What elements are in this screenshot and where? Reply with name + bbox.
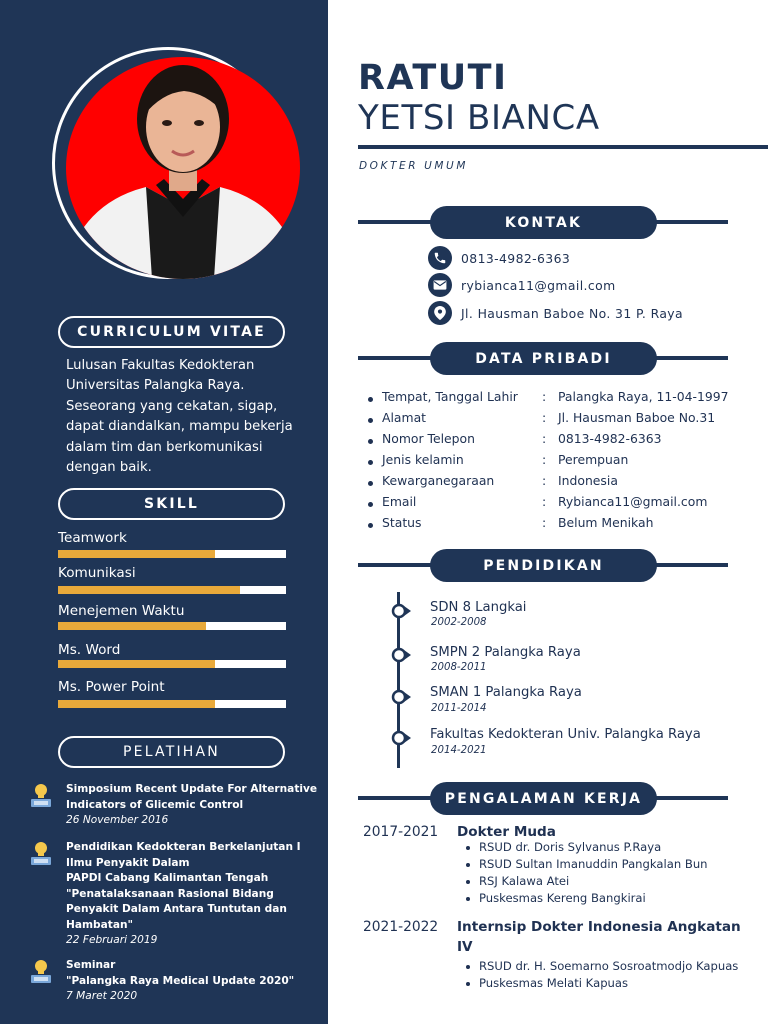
list-item: RSJ Kalawa Atei [466, 873, 708, 890]
lightbulb-icon [30, 840, 52, 866]
training-title: Simposium Recent Update For Alternative Indicators of Glicemic Control [66, 783, 318, 811]
data-value: Belum Menikah [558, 515, 654, 530]
job-places-list [466, 958, 738, 992]
title-divider [358, 145, 768, 149]
role-title: DOKTER UMUM [359, 160, 469, 172]
skill-bar-komunikasi [58, 586, 286, 594]
profile-photo [66, 57, 300, 279]
data-key: Nomor Telepon [382, 431, 475, 446]
education-heading: PENDIDIKAN [430, 549, 657, 582]
education-school: SDN 8 Langkai [430, 600, 527, 615]
skill-bar-manajemen-waktu [58, 622, 286, 630]
experience-heading: PENGALAMAN KERJA [430, 782, 657, 815]
skill-bar-ms-power-point [58, 700, 286, 708]
contact-email [428, 273, 616, 297]
job-title: Internsip Dokter Indonesia Angkatan IV [457, 919, 741, 955]
lightbulb-icon [30, 958, 52, 984]
location-pin-icon [428, 301, 452, 325]
data-key: Alamat [382, 410, 427, 425]
data-key: Kewarganegaraan [382, 473, 495, 488]
education-years: 2002-2008 [431, 617, 487, 628]
personal-heading: DATA PRIBADI [430, 342, 657, 375]
skill-fill [58, 700, 215, 708]
data-value: Indonesia [558, 473, 618, 488]
list-item: RSUD dr. Doris Sylvanus P.Raya [466, 839, 708, 856]
skill-fill [58, 660, 215, 668]
education-school: Fakultas Kedokteran Univ. Palangka Raya [430, 727, 701, 742]
education-years: 2011-2014 [431, 703, 487, 714]
training-date: 22 Februari 2019 [66, 934, 158, 946]
list-item: Puskesmas Kereng Bangkirai [466, 890, 708, 907]
mail-icon [428, 273, 452, 297]
education-school: SMPN 2 Palangka Raya [430, 645, 581, 660]
phone-text: 0813-4982-6363 [461, 250, 571, 266]
sidebar [0, 0, 328, 1024]
training-heading: PELATIHAN [58, 736, 285, 768]
address-text: Jl. Hausman Baboe No. 31 P. Raya [461, 305, 684, 321]
lightbulb-icon [30, 782, 52, 808]
list-item: RSUD dr. H. Soemarno Sosroatmodjo Kapuas [466, 958, 738, 975]
last-name: YETSI BIANCA [358, 98, 600, 138]
job-period: 2017-2021 [363, 824, 439, 840]
job-title: Dokter Muda [457, 824, 556, 840]
timeline-node-icon [391, 730, 413, 746]
data-value: Palangka Raya, 11-04-1997 [558, 389, 729, 404]
data-key: Email [382, 494, 417, 509]
skill-label-manajemen-waktu: Menejemen Waktu [58, 603, 185, 619]
portrait-illustration [66, 57, 300, 279]
contact-heading: KONTAK [430, 206, 657, 239]
skill-fill [58, 622, 206, 630]
list-item: RSUD Sultan Imanuddin Pangkalan Bun [466, 856, 708, 873]
education-years: 2014-2021 [431, 745, 487, 756]
education-years: 2008-2011 [431, 662, 487, 673]
email-text[interactable]: rybianca11@gmail.com [461, 277, 616, 293]
skill-fill [58, 586, 240, 594]
education-school: SMAN 1 Palangka Raya [430, 685, 582, 700]
contact-address [428, 301, 683, 325]
training-title: Seminar "Palangka Raya Medical Update 2020" [66, 959, 295, 987]
list-item: Puskesmas Melati Kapuas [466, 975, 738, 992]
first-name: RATUTI [358, 58, 508, 98]
job-places-list [466, 839, 708, 907]
phone-icon [428, 246, 452, 270]
skill-bar-ms-word [58, 660, 286, 668]
skill-bar-teamwork [58, 550, 286, 558]
timeline-node-icon [391, 689, 413, 705]
job-period: 2021-2022 [363, 919, 439, 935]
skill-label-teamwork: Teamwork [58, 530, 127, 546]
training-date: 7 Maret 2020 [66, 990, 138, 1002]
summary-text: Lulusan Fakultas Kedokteran Universitas Palangka Raya. Seseorang yang cekatan, sigap, dapat diandalkan, mampu bekerja dalam tim dan berkomunikasi dengan baik. [66, 358, 293, 476]
skill-label-komunikasi: Komunikasi [58, 565, 136, 581]
data-value: 0813-4982-6363 [558, 431, 662, 446]
timeline-node-icon [391, 603, 413, 619]
skill-heading: SKILL [58, 488, 285, 520]
training-title: Pendidikan Kedokteran Berkelanjutan I Ilmu Penyakit Dalam PAPDI Cabang Kalimantan Tengah "Penatalaksanaan Rasional Bidang Penyakit Dalam Antara Tuntutan dan Hambatan" [66, 841, 301, 931]
data-value: Jl. Hausman Baboe No.31 [558, 410, 716, 425]
cv-heading: CURRICULUM VITAE [58, 316, 285, 348]
data-key: Tempat, Tanggal Lahir [382, 389, 518, 404]
contact-phone [428, 246, 570, 270]
skill-fill [58, 550, 215, 558]
data-value: Perempuan [558, 452, 629, 467]
skill-label-ms-power-point: Ms. Power Point [58, 679, 165, 695]
training-date: 26 November 2016 [66, 814, 169, 826]
data-value: Rybianca11@gmail.com [558, 494, 708, 509]
skill-label-ms-word: Ms. Word [58, 642, 121, 658]
data-key: Status [382, 515, 422, 530]
data-key: Jenis kelamin [382, 452, 464, 467]
timeline-node-icon [391, 647, 413, 663]
